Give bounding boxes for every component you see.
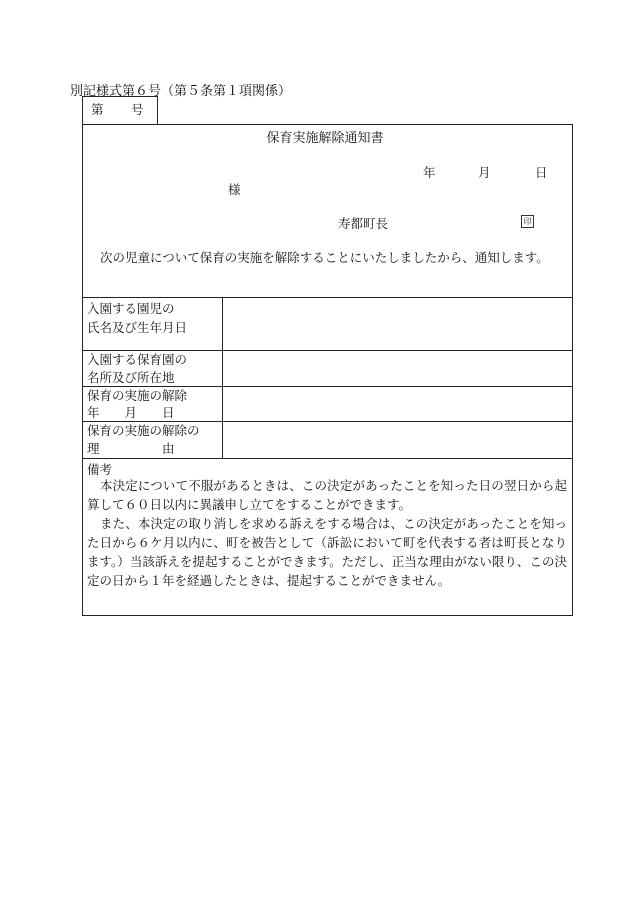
addressee-suffix: 様 <box>228 182 241 197</box>
date-day-label: 日 <box>535 165 548 180</box>
seal-mark <box>521 213 534 228</box>
table-column-divider <box>222 297 223 458</box>
issuer-name: 寿都町長 <box>338 216 389 231</box>
seal-icon: 印 <box>521 215 534 228</box>
row-label-line1: 保育の実施の解除 <box>87 388 188 403</box>
row-label-line2: 氏名及び生年月日 <box>87 320 188 335</box>
remarks-paragraph: 本決定について不服があるときは、この決定があったことを知った日の翌日から起算して６０日以内に異議申し立てをすることができます。 <box>87 478 567 512</box>
number-box <box>82 96 158 125</box>
row-label-line2: 理 由 <box>87 441 175 456</box>
table-top-line <box>82 297 573 298</box>
date-year-label: 年 <box>423 165 436 180</box>
remarks-heading: 備考 <box>87 462 113 477</box>
row-label-line1: 保育の実施の解除の <box>87 423 200 438</box>
notice-body-text: 次の児童について保育の実施を解除することにいたしましたから、通知します。 <box>100 250 549 265</box>
number-dai-label: 第 <box>91 102 104 117</box>
date-month-label: 月 <box>478 165 491 180</box>
row-label-line2: 名所及び所在地 <box>87 370 175 385</box>
remarks-paragraph: また、本決定の取り消しを求める訴えをする場合は、この決定があったことを知った日から６ケ月以内に、町を被告として（訴訟において町を代表する者は町長となります。）当該訴えを提起することができます。ただし、正当な理由がない限り、この決定の日から１年を経過したときは、提起することができません。 <box>87 516 567 588</box>
document-title: 保育実施解除通知書 <box>266 131 384 146</box>
table-bottom-line <box>82 458 573 459</box>
row-label-line1: 入園する保育園の <box>87 352 188 367</box>
row-label-line1: 入園する園児の <box>87 301 175 316</box>
row-label-line2: 年 月 日 <box>87 405 175 420</box>
form-caption: 別記様式第６号（第５条第１項関係） <box>70 84 292 99</box>
number-go-label: 号 <box>131 102 144 117</box>
